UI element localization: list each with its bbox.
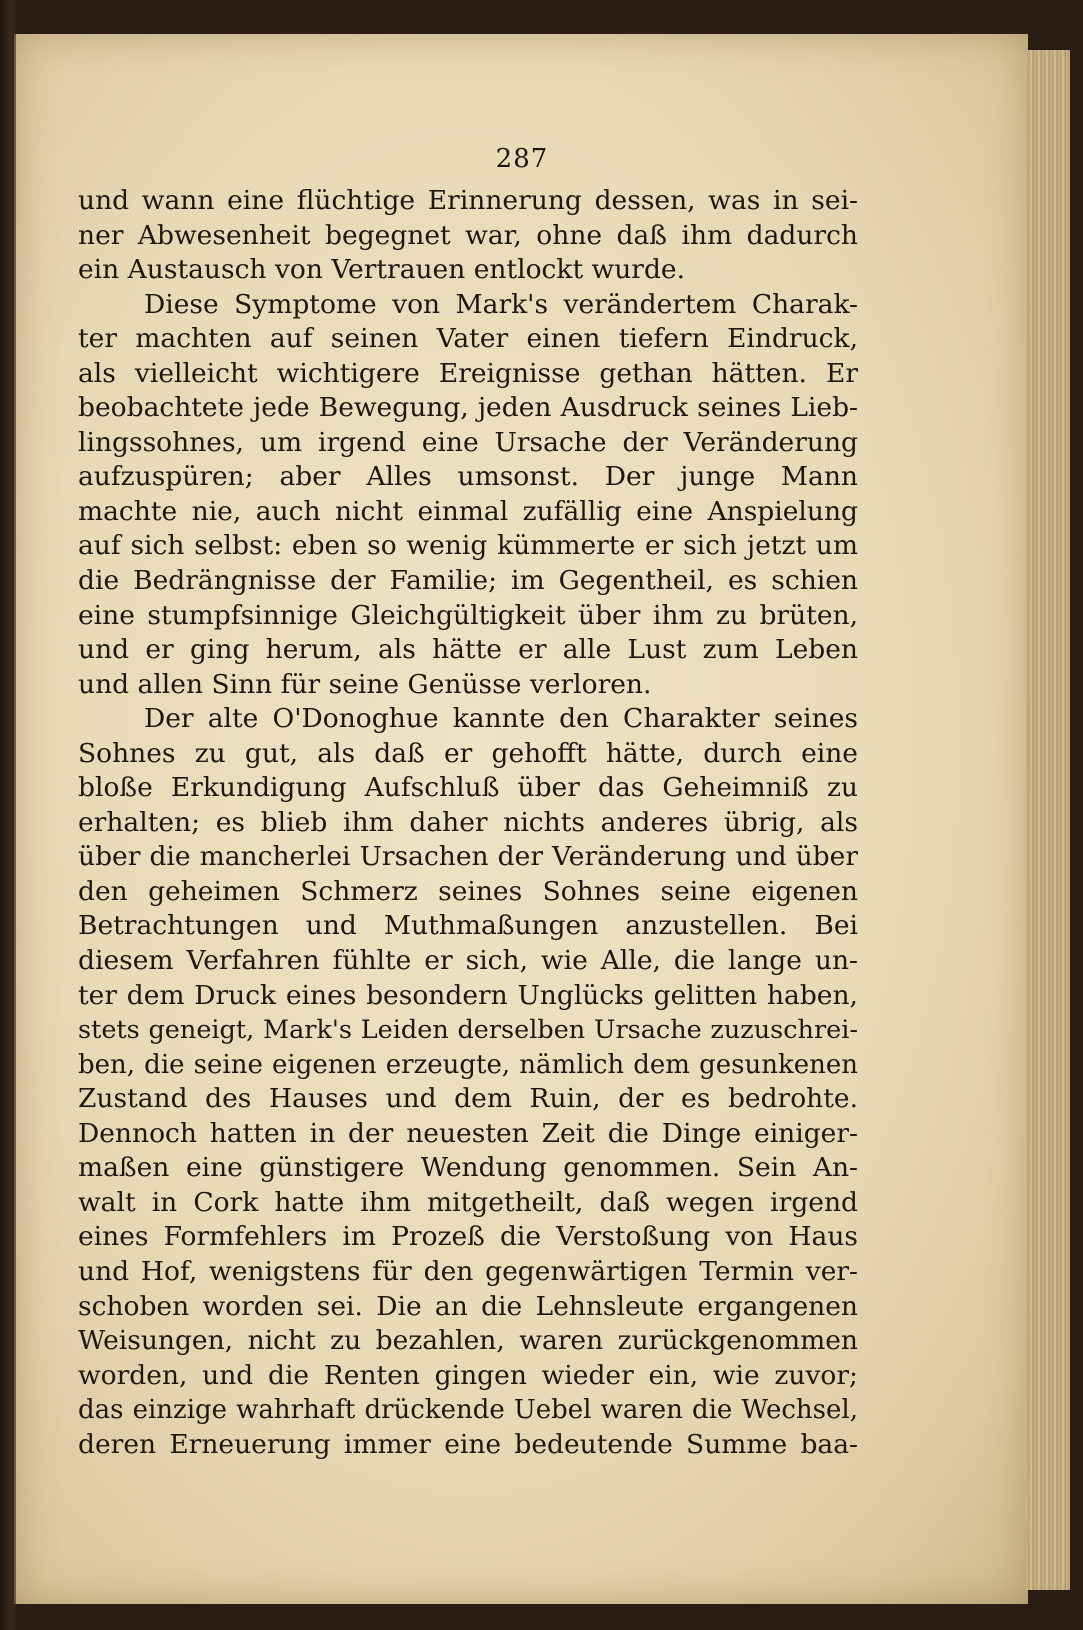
text-line: und Hof, wenigstens für den gegenwärtigen Termin ver- bbox=[78, 1255, 858, 1287]
text-line: eines Formfehlers im Prozeß die Verstoßung von Haus bbox=[78, 1221, 858, 1253]
paragraph-start-line: Der alte O'Donoghue kannte den Charakter seines bbox=[144, 703, 858, 735]
text-line: ter dem Druck eines besondern Unglücks gelitten haben, bbox=[78, 979, 858, 1011]
text-line: walt in Cork hatte ihm mitgetheilt, daß wegen irgend bbox=[78, 1186, 858, 1218]
text-line: maßen eine günstigere Wendung genommen. Sein An- bbox=[78, 1152, 858, 1184]
text-line: aufzuspüren; aber Alles umsonst. Der junge Mann bbox=[78, 461, 858, 493]
page-number: 287 bbox=[495, 144, 549, 174]
text-line: und wann eine flüchtige Erinnerung dessen, was in sei- bbox=[78, 185, 858, 216]
text-line: als vielleicht wichtigere Ereignisse gethan hätten. Er bbox=[78, 357, 858, 389]
text-line: ner Abwesenheit begegnet war, ohne daß ihm dadurch bbox=[78, 219, 858, 251]
text-line: beobachtete jede Bewegung, jeden Ausdruck seines Lieb- bbox=[78, 392, 858, 424]
text-line: Sohnes zu gut, als daß er gehofft hätte, durch eine bbox=[78, 737, 858, 769]
text-line: schoben worden sei. Die an die Lehnsleute ergangenen bbox=[78, 1290, 858, 1322]
text-line: und er ging herum, als hätte er alle Lust zum Leben bbox=[78, 634, 858, 666]
text-line: Zustand des Hauses und dem Ruin, der es bedrohte. bbox=[78, 1083, 858, 1115]
text-line: erhalten; es blieb ihm daher nichts anderes übrig, als bbox=[78, 806, 858, 838]
text-line: ter machten auf seinen Vater einen tiefern Eindruck, bbox=[78, 323, 858, 355]
text-line: über die mancherlei Ursachen der Veränderung und über bbox=[78, 841, 858, 873]
text-line: lingssohnes, um irgend eine Ursache der Veränderung bbox=[78, 426, 858, 458]
body-text bbox=[78, 184, 858, 1462]
text-line: deren Erneuerung immer eine bedeutende Summe baa- bbox=[78, 1428, 858, 1460]
text-line: und allen Sinn für seine Genüsse verloren. bbox=[78, 668, 652, 700]
text-line: ben, die seine eigenen erzeugte, nämlich dem gesunkenen bbox=[78, 1049, 858, 1080]
text-line: machte nie, auch nicht einmal zufällig eine Anspielung bbox=[78, 495, 858, 527]
book-page bbox=[14, 34, 1028, 1604]
text-line: ein Austausch von Vertrauen entlockt wurde. bbox=[78, 254, 686, 286]
text-line: Betrachtungen und Muthmaßungen anzustellen. Bei bbox=[78, 910, 858, 942]
paragraph-start-line: Diese Symptome von Mark's verändertem Charak- bbox=[144, 288, 858, 320]
text-line: worden, und die Renten gingen wieder ein, wie zuvor; bbox=[78, 1359, 858, 1391]
text-line: Weisungen, nicht zu bezahlen, waren zurückgenommen bbox=[78, 1325, 858, 1357]
text-line: auf sich selbst: eben so wenig kümmerte er sich jetzt um bbox=[78, 530, 858, 562]
book-edge-shadow bbox=[1070, 40, 1083, 1600]
text-line: bloße Erkundigung Aufschluß über das Geheimniß zu bbox=[78, 772, 858, 804]
text-line: stets geneigt, Mark's Leiden derselben Ursache zuzuschrei- bbox=[78, 1015, 858, 1046]
text-line: diesem Verfahren fühlte er sich, wie Alle, die lange un- bbox=[78, 945, 858, 977]
text-line: die Bedrängnisse der Familie; im Gegentheil, es schien bbox=[78, 565, 858, 597]
text-line: eine stumpfsinnige Gleichgültigkeit über ihm zu brüten, bbox=[78, 599, 858, 631]
text-line: Dennoch hatten in der neuesten Zeit die Dinge einiger- bbox=[78, 1117, 858, 1149]
page-edges bbox=[1026, 50, 1073, 1590]
text-line: das einzige wahrhaft drückende Uebel waren die Wechsel, bbox=[78, 1395, 858, 1426]
text-line: den geheimen Schmerz seines Sohnes seine eigenen bbox=[78, 875, 858, 907]
